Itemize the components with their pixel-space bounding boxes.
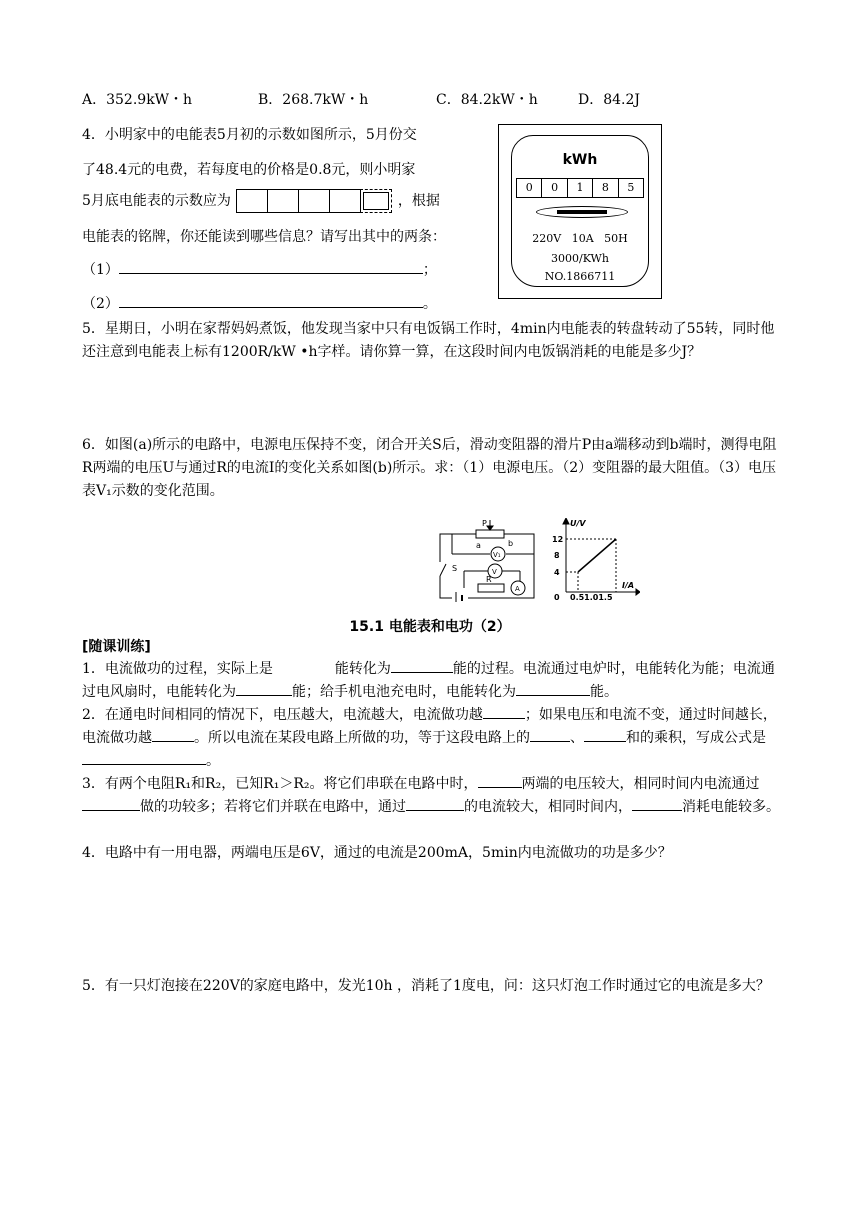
graph-ytick: 4 — [554, 568, 560, 577]
option-c[interactable]: C．84.2kW・h — [436, 92, 538, 108]
meter-digit: 5 — [627, 181, 635, 194]
option-d[interactable]: D．84.2J — [578, 92, 641, 108]
q4-line3 — [82, 189, 440, 213]
meter-disc — [536, 206, 628, 218]
q4-item1: （1） ； — [82, 259, 437, 280]
answer-blank[interactable] — [584, 727, 626, 742]
graph-ytick: 12 — [552, 535, 564, 544]
circuit-label-p: P — [482, 519, 487, 528]
voltmeter-v1-label: V₁ — [493, 551, 501, 559]
meter-digit: 8 — [593, 179, 618, 197]
q4-line4: 电能表的铭牌，你还能读到哪些信息？请写出其中的两条： — [82, 229, 446, 245]
answer-blank[interactable] — [406, 796, 464, 811]
graph-ytick: 8 — [554, 551, 560, 560]
circuit-label-b: b — [508, 539, 514, 548]
answer-blank[interactable] — [152, 727, 194, 742]
answer-blank[interactable] — [478, 773, 522, 788]
practice-q3: 3．有两个电阻R₁和R₂，已知R₁＞R₂。将它们串联在电路中时， 两端的电压较大，相同时间内电流通过做的功较多；若将它们并联在电路中，通过 的电流较大，相同时间内， 消耗电能较多。 — [82, 773, 782, 819]
answer-blank[interactable] — [391, 658, 453, 673]
circuit-diagram — [432, 518, 542, 602]
resistor-label: R — [486, 575, 492, 584]
q4-line1: 4．小明家中的电能表5月初的示数如图所示，5月份交 — [82, 127, 417, 143]
q4-line3-pre: 5月底电能表的示数应为 — [82, 193, 231, 209]
meter-constant: 3000/KWh — [551, 252, 609, 265]
answer-blank[interactable] — [483, 704, 525, 719]
meter-digit: 1 — [568, 179, 593, 197]
voltmeter-v-label: V — [492, 568, 497, 576]
answer-blank[interactable] — [530, 727, 570, 742]
switch-label: S — [452, 564, 458, 573]
circuit-label-a: a — [476, 541, 481, 550]
meter-serial: NO.1866711 — [544, 270, 616, 283]
ammeter-label: A — [515, 585, 520, 593]
practice-q2: 2．在通电时间相同的情况下，电压越大，电流越大，电流做功越 ；如果电压和电流不变，通过时间越长，电流做功越 。所以电流在某段电路上所做的功，等于这段电路上的 、 和的乘积，写成公式是。 — [82, 704, 782, 773]
meter-digit: 0 — [517, 179, 542, 197]
graph-xlabel: I/A — [622, 581, 635, 590]
option-a[interactable]: A．352.9kW・h — [82, 92, 193, 108]
practice-header: [随课训练] — [82, 639, 151, 655]
practice-q5: 5．有一只灯泡接在220V的家庭电路中，发光10h ，消耗了1度电，问：这只灯泡工作时通过它的电流是多大？ — [82, 978, 770, 994]
graph-ytick: 0 — [554, 593, 560, 602]
answer-digit-boxes[interactable] — [237, 189, 392, 213]
answer-blank[interactable] — [516, 681, 590, 696]
answer-blank-1[interactable] — [119, 259, 423, 274]
u-i-graph — [548, 518, 640, 602]
q3-options — [82, 90, 682, 110]
section-title: 15.1 电能表和电功（2） — [349, 619, 511, 635]
q4-line2: 了48.4元的电费，若每度电的价格是0.8元，则小明家 — [82, 162, 416, 178]
meter-digit: 0 — [542, 179, 567, 197]
meter-digits — [516, 178, 644, 198]
q4-item2: （2） 。 — [82, 293, 437, 314]
meter-body — [511, 135, 649, 287]
q5-text: 5．星期日，小明在家帮妈妈煮饭，他发现当家中只有电饭锅工作时，4min内电能表的转盘转动了55转，同时他还注意到电能表上标有1200R/kW •h字样。请你算一算，在这段时间内电饭锅消耗的电能是多少J？ — [82, 321, 775, 360]
answer-blank-2[interactable] — [119, 293, 423, 308]
graph-xticks: 0.51.01.5 — [570, 593, 613, 602]
option-b[interactable]: B．268.7kW・h — [258, 92, 369, 108]
q4-line3-post: ，根据 — [397, 193, 440, 209]
q6-text: 6．如图(a)所示的电路中，电源电压保持不变，闭合开关S后，滑动变阻器的滑片P由a端移动到b端时，测得电阻R两端的电压U与通过R的电流I的变化关系如图(b)所示。求：（1）电源电压。（2）变阻器的最大阻值。（3）电压表V₁示数的变化范围。 — [82, 437, 777, 499]
meter-rating: 220V 10A 50H — [532, 232, 628, 245]
practice-q4: 4．电路中有一用电器，两端电压是6V，通过的电流是200mA，5min内电流做功的功是多少？ — [82, 845, 672, 861]
answer-blank[interactable] — [82, 796, 140, 811]
answer-blank[interactable] — [82, 750, 206, 765]
answer-blank[interactable] — [632, 796, 682, 811]
electric-meter-figure — [498, 124, 662, 299]
meter-unit: kWh — [562, 152, 598, 168]
practice-q1: 1．电流做功的过程，实际上是 能转化为 能的过程。电流通过电炉时，电能转化为能；电流通过电风扇时，电能转化为 能；给手机电池充电时，电能转化为 能。 — [82, 658, 782, 704]
answer-blank[interactable] — [236, 681, 292, 696]
graph-ylabel: U/V — [570, 519, 586, 528]
